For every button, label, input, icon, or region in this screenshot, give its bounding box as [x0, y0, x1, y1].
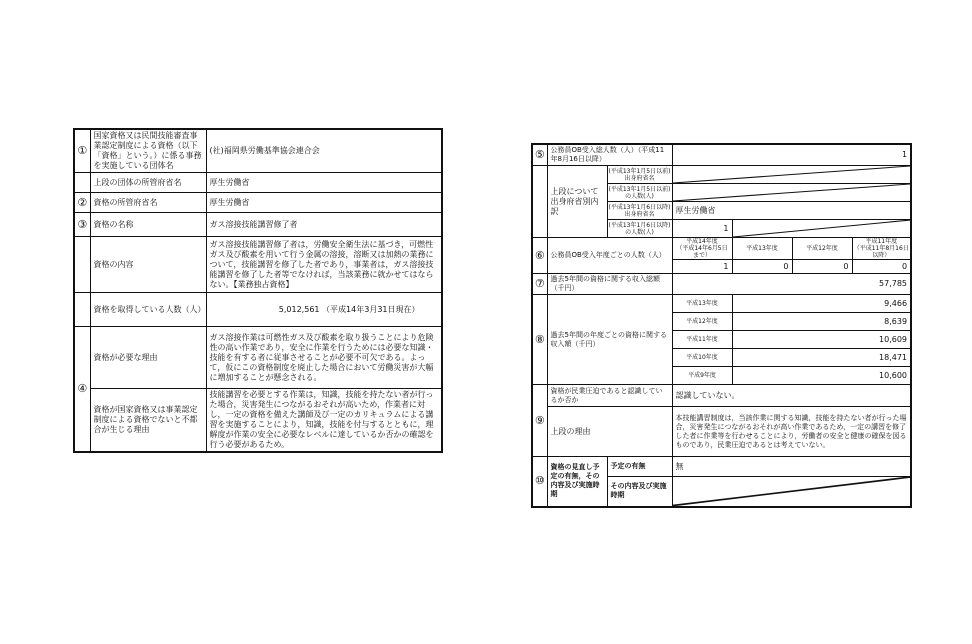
income-year-1: 平成13年度	[672, 295, 732, 313]
ob-total-label: 公務員OB受入総人数（人）（平成11年8月16日以降）	[547, 144, 672, 166]
income-total-label: 過去5年間の資格に関する収入総額（千円）	[547, 274, 672, 295]
row-number-7: ⑦	[532, 274, 547, 295]
ob-breakdown-label: 上段について出身府省別内訳	[547, 166, 607, 238]
income-year-5: 平成9年度	[672, 367, 732, 385]
review-detail-label: その内容及び実施時期	[607, 477, 672, 507]
ob-item-value-2	[672, 184, 911, 202]
income-value-3: 10,609	[732, 331, 911, 349]
row-number-10: ⑩	[532, 457, 547, 507]
qual-content-label: 資格の内容	[90, 237, 206, 293]
row-number-9: ⑨	[532, 385, 547, 457]
row-number-2: ②	[74, 193, 90, 213]
diagonal-strike	[733, 220, 911, 237]
org-ministry-value: 厚生労働省	[206, 173, 442, 193]
row-number-8: ⑧	[532, 295, 547, 385]
row-number-6: ⑥	[532, 238, 547, 274]
row-number-1: ①	[74, 129, 90, 173]
ob-year-header-3: 平成12年度	[792, 238, 852, 260]
ob-item-value-3: 厚生労働省	[672, 202, 911, 220]
qual-content-value: ガス溶接技能講習修了者は，労働安全衛生法に基づき，可燃性ガス及び酸素を用いて行う金属の溶接，溶断又は加熱の業務について，技能講習を修了した者であり，事業者は，ガス溶接技能講習を修了した者等でなければ，当該業務に就かせてはならない。【業務独占資格】	[206, 237, 442, 293]
ob-total-value: 1	[672, 144, 911, 166]
competition-reason-label: 上段の理由	[547, 407, 672, 457]
org-ministry-label: 上段の団体の所管府省名	[90, 173, 206, 193]
qual-name-value: ガス溶接技能講習修了者	[206, 213, 442, 237]
row-number-5: ⑤	[532, 144, 547, 166]
ob-year-value-3: 0	[792, 260, 852, 274]
competition-reason-value: 本技能講習制度は，当該作業に関する知識，技能を持たない者が行った場合，災害発生につながるおそれが高い作業であるため，一定の講習を修了した者に作業等を行わせることにより，労働者の安全と健康の確保を図るものであり，民業圧迫であるとは考えていない。	[672, 407, 911, 457]
row-number-3: ③	[74, 213, 90, 237]
diagonal-strike	[673, 166, 911, 183]
holders-count-cell	[206, 293, 442, 327]
necessity-label: 資格が必要な理由	[90, 327, 206, 389]
necessity-value: ガス溶接作業は可燃性ガス及び酸素を取り扱うことにより危険性の高い作業であり，安全に作業を行うためには必要な知識・技能を有する者に従事させることが必要不可欠である。よって，仮にこの資格制度を廃止した場合において労働災害が大幅に増加することが懸念される。	[206, 327, 442, 389]
diagonal-strike	[673, 477, 911, 506]
ob-year-header-1: 平成14年度 （平成14年6月5日まで）	[672, 238, 732, 260]
qual-ministry-label: 資格の所管府省名	[90, 193, 206, 213]
ob-year-value-2: 0	[732, 260, 792, 274]
income-year-2: 平成12年度	[672, 313, 732, 331]
inconvenience-label: 資格が国家資格又は事業認定制度による資格でないと不都合が生じる理由	[90, 389, 206, 453]
income-total-value: 57,785	[672, 274, 911, 295]
review-detail-value	[672, 477, 911, 507]
ob-item-value-1	[672, 166, 911, 184]
review-plan-value: 無	[672, 457, 911, 477]
holders-count-note: （平成14年3月31日現在）	[322, 304, 420, 314]
ob-year-header-4: 平成11年度 （平成11年8月16日以降）	[852, 238, 911, 260]
income-value-1: 9,466	[732, 295, 911, 313]
ob-item-label-4: (平成13年1月6日以降)の人数(人)	[608, 221, 671, 236]
income-value-4: 18,471	[732, 349, 911, 367]
holders-count-label: 資格を取得している人数（人）	[90, 293, 206, 327]
ob-item-value-4: 1	[672, 220, 732, 238]
income-value-5: 10,600	[732, 367, 911, 385]
ob-year-header-2: 平成13年度	[732, 238, 792, 260]
income-year-3: 平成11年度	[672, 331, 732, 349]
org-name-label: 国家資格又は民間技能審査事業認定制度による資格（以下「資格」という。）に係る事務を実施している団体名	[90, 129, 206, 173]
competition-label: 資格が民業圧迫であると認識しているか否か	[547, 385, 672, 407]
row-number-4: ④	[74, 327, 90, 453]
ob-item-label-3: (平成13年1月6日以降)出身府省名	[608, 203, 671, 218]
holders-count-value: 5,012,561	[278, 304, 320, 314]
right-form-table	[531, 143, 912, 508]
review-label: 資格の見直し予定の有無，その内容及び実施時期	[547, 457, 607, 507]
ob-item-label-1: (平成13年1月5日以前)出身府省名	[608, 167, 671, 182]
ob-year-value-4: 0	[852, 260, 911, 274]
ob-year-value-1: 1	[672, 260, 732, 274]
qual-ministry-value: 厚生労働省	[206, 193, 442, 213]
income-year-4: 平成10年度	[672, 349, 732, 367]
ob-yearly-label: 公務員OB受入年度ごとの人数（人）	[547, 238, 672, 274]
competition-value: 認識していない。	[672, 385, 911, 407]
income-value-2: 8,639	[732, 313, 911, 331]
left-form-table	[73, 128, 443, 453]
qual-name-label: 資格の名称	[90, 213, 206, 237]
ob-item-label-2: (平成13年1月5日以前)の人数(人)	[608, 185, 671, 200]
diagonal-strike	[673, 184, 911, 201]
review-plan-label: 予定の有無	[607, 457, 672, 477]
org-name-value: (社)福岡県労働基準協会連合会	[206, 129, 442, 173]
income-yearly-label: 過去5年間の年度ごとの資格に関する収入額（千円）	[547, 295, 672, 385]
inconvenience-value: 技能講習を必要とする作業は，知識，技能を持たない者が行った場合，災害発生につながるおそれが高いため，作業者に対し，一定の資格を備えた講師及び一定のカリキュラムによる講習を実施することにより，知識，技能を付与するとともに，理解度が作業の安全に必要なレベルに達しているか否かの確認を行う必要があるため。	[206, 389, 442, 453]
